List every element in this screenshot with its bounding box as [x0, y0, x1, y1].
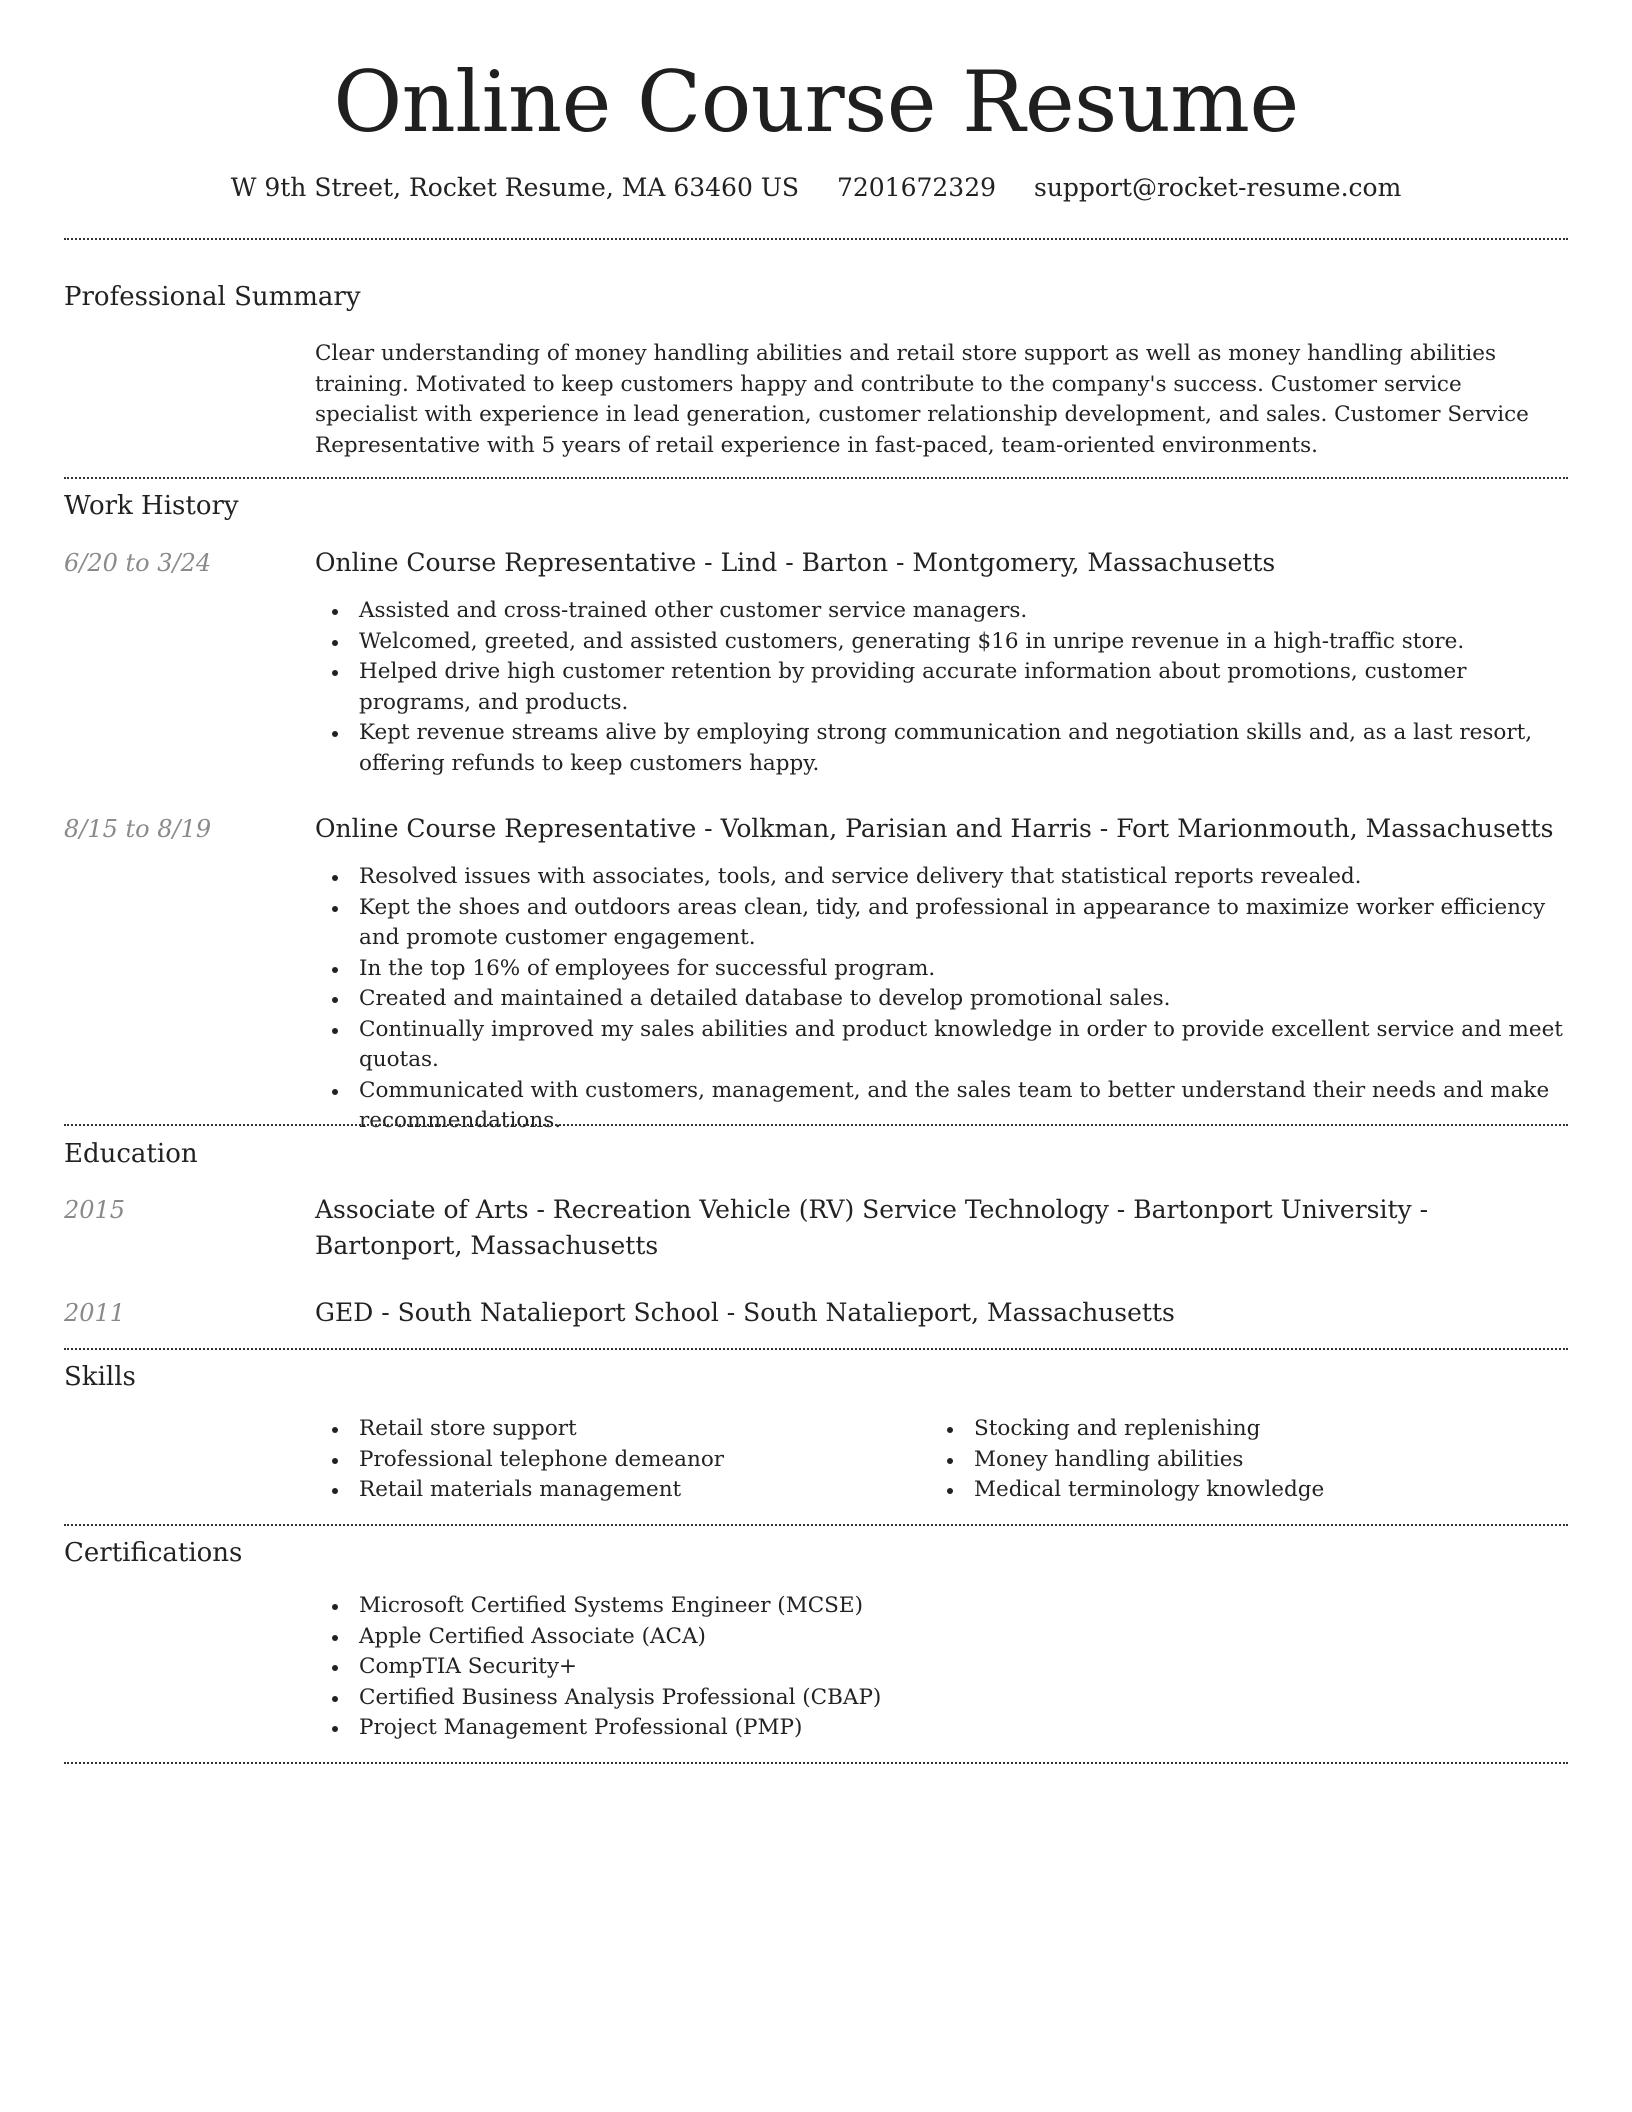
- list-item: Created and maintained a detailed database to develop promotional sales.: [359, 984, 1565, 1015]
- list-item: Project Management Professional (PMP): [359, 1713, 1565, 1744]
- summary-text: Clear understanding of money handling abilities and retail store support as well as money handling abilities training. Motivated to keep customers happy and contribute to the company's success. Customer service specialist with experience in lead generation, customer relationship development, and sales. Customer Service Representative with 5 years of retail experience in fast-paced, team-oriented environments.: [315, 341, 1529, 458]
- list-item: Retail store support: [359, 1414, 915, 1445]
- list-item: Certified Business Analysis Professional (CBAP): [359, 1683, 1565, 1714]
- section-title-skills: Skills: [64, 1362, 136, 1392]
- divider: [64, 477, 1568, 479]
- contact-line: [0, 168, 1632, 208]
- list-item: Stocking and replenishing: [974, 1414, 1560, 1445]
- list-item: Helped drive high customer retention by providing accurate information about promotions, customer programs, and products.: [359, 657, 1565, 718]
- section-title-education: Education: [64, 1139, 198, 1169]
- education-title: Associate of Arts - Recreation Vehicle (RV) Service Technology - Bartonport University - Bartonport, Massachusetts: [315, 1195, 1429, 1260]
- list-item: Welcomed, greeted, and assisted customers, generating $16 in unripe revenue in a high-traffic store.: [359, 627, 1565, 658]
- job-bullets: [315, 862, 1565, 1137]
- skills-list-right: [930, 1414, 1560, 1506]
- contact-address: W 9th Street, Rocket Resume, MA 63460 US: [230, 173, 800, 202]
- list-item: CompTIA Security+: [359, 1652, 1565, 1683]
- divider: [64, 1348, 1568, 1350]
- divider: [64, 238, 1568, 240]
- list-item: Retail materials management: [359, 1475, 915, 1506]
- contact-phone: 7201672329: [836, 173, 997, 202]
- list-item: Continually improved my sales abilities and product knowledge in order to provide excellent service and meet quotas.: [359, 1015, 1565, 1076]
- job-title: Online Course Representative - Volkman, Parisian and Harris - Fort Marionmouth, Massachusetts: [315, 814, 1554, 843]
- section-title-work: Work History: [64, 491, 239, 521]
- list-item: Kept the shoes and outdoors areas clean, tidy, and professional in appearance to maximize worker efficiency and promote customer engagement.: [359, 893, 1565, 954]
- list-item: Money handling abilities: [974, 1445, 1560, 1476]
- job-title: Online Course Representative - Lind - Barton - Montgomery, Massachusetts: [315, 548, 1276, 577]
- job-dates: 6/20 to 3/24: [64, 549, 212, 577]
- education-title: GED - South Natalieport School - South Natalieport, Massachusetts: [315, 1298, 1175, 1327]
- list-item: In the top 16% of employees for successful program.: [359, 954, 1565, 985]
- list-item: Kept revenue streams alive by employing strong communication and negotiation skills and, as a last resort, offering refunds to keep customers happy.: [359, 718, 1565, 779]
- list-item: Assisted and cross-trained other customer service managers.: [359, 596, 1565, 627]
- section-title-summary: Professional Summary: [64, 282, 361, 312]
- certifications-list: [315, 1591, 1565, 1744]
- divider: [64, 1124, 1568, 1126]
- list-item: Medical terminology knowledge: [974, 1475, 1560, 1506]
- divider: [64, 1524, 1568, 1526]
- section-title-certifications: Certifications: [64, 1538, 243, 1568]
- list-item: Resolved issues with associates, tools, and service delivery that statistical reports revealed.: [359, 862, 1565, 893]
- resume-name: Online Course Resume: [333, 53, 1299, 151]
- list-item: Microsoft Certified Systems Engineer (MCSE): [359, 1591, 1565, 1622]
- job-dates: 8/15 to 8/19: [64, 815, 212, 843]
- list-item: Apple Certified Associate (ACA): [359, 1622, 1565, 1653]
- contact-email: support@rocket-resume.com: [1033, 173, 1402, 202]
- list-item: Communicated with customers, management, and the sales team to better understand their needs and make recommendations.: [359, 1076, 1565, 1137]
- education-year: 2015: [64, 1196, 126, 1224]
- education-year: 2011: [64, 1299, 126, 1327]
- job-bullets: [315, 596, 1565, 779]
- divider: [64, 1762, 1568, 1764]
- list-item: Professional telephone demeanor: [359, 1445, 915, 1476]
- skills-list-left: [315, 1414, 915, 1506]
